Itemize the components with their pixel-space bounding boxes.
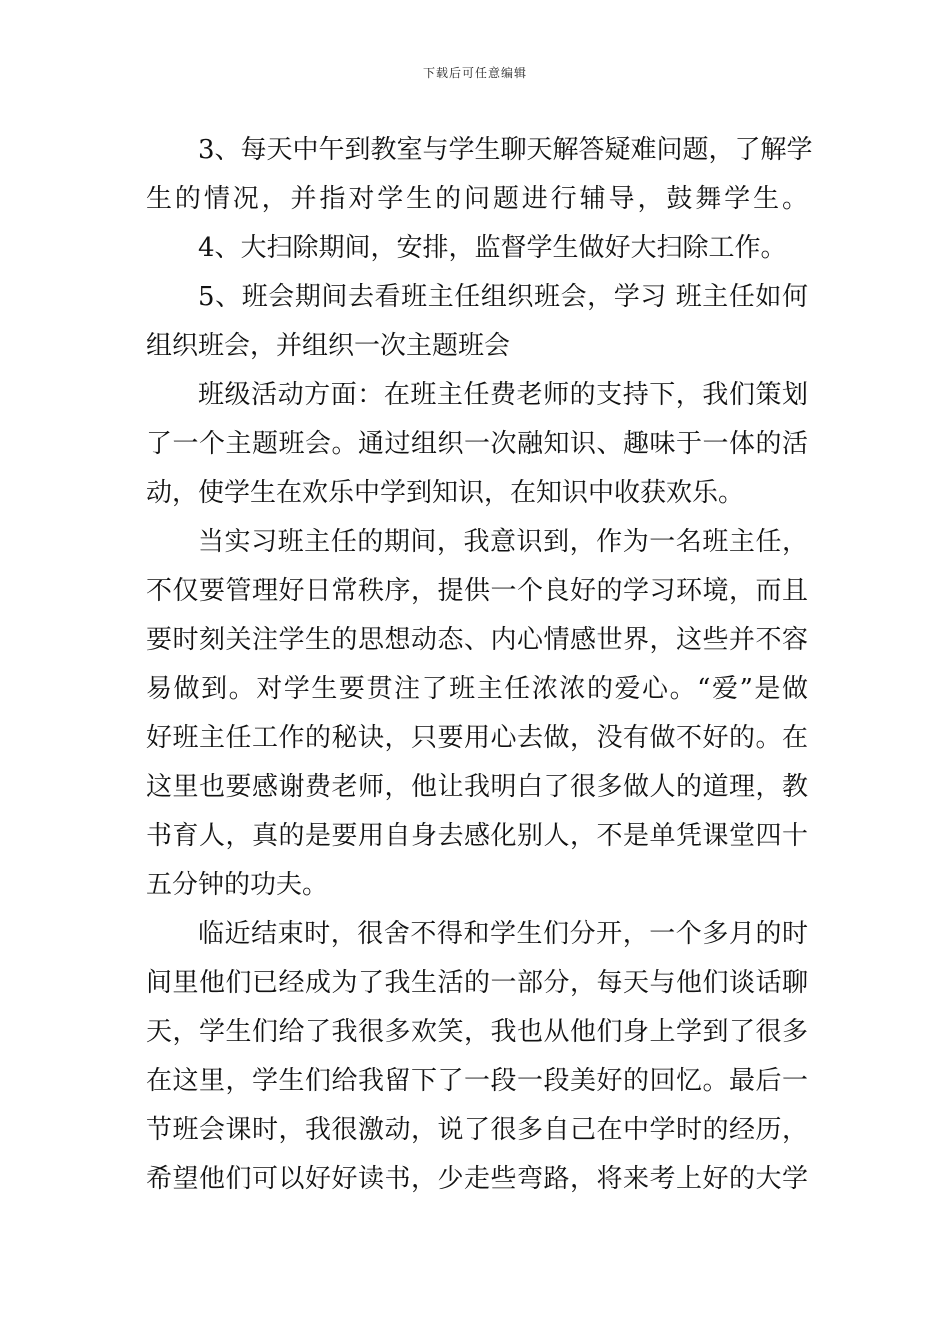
text-line: 天，学生们给了我很多欢笑，我也从他们身上学到了很多 xyxy=(146,1017,808,1047)
page-header: 下载后可任意编辑 xyxy=(422,66,527,80)
document-body xyxy=(146,126,813,1204)
text-line: 节班会课时，我很激动，说了很多自己在中学时的经历， xyxy=(146,1115,808,1145)
text-line: 书育人，真的是要用自身去感化别人，不是单凭课堂四十 xyxy=(146,821,808,851)
text-line: 在这里，学生们给我留下了一段一段美好的回忆。最后一 xyxy=(146,1066,808,1096)
text-line: 好班主任工作的秘诀，只要用心去做，没有做不好的。在 xyxy=(146,723,808,753)
text-line: 5、班会期间去看班主任组织班会，学习 班主任如何 xyxy=(198,282,808,312)
text-line: 这里也要感谢费老师，他让我明白了很多做人的道理，教 xyxy=(146,772,808,802)
text-line: 间里他们已经成为了我生活的一部分，每天与他们谈话聊 xyxy=(146,968,808,998)
text-line: 组织班会，并组织一次主题班会 xyxy=(146,331,511,361)
text-line: 3、每天中午到教室与学生聊天解答疑难问题，了解学 xyxy=(198,135,813,165)
text-line: 不仅要管理好日常秩序，提供一个良好的学习环境，而且 xyxy=(146,576,808,606)
text-line: 五分钟的功夫。 xyxy=(146,870,329,900)
text-line: 临近结束时，很舍不得和学生们分开，一个多月的时 xyxy=(198,919,808,949)
text-line: 希望他们可以好好读书，少走些弯路，将来考上好的大学 xyxy=(146,1164,808,1194)
text-line: 动，使学生在欢乐中学到知识，在知识中收获欢乐。 xyxy=(146,478,745,508)
text-line: 了一个主题班会。通过组织一次融知识、趣味于一体的活 xyxy=(146,429,808,459)
text-line: 要时刻关注学生的思想动态、内心情感世界，这些并不容 xyxy=(146,625,808,655)
text-line: 易做到。对学生要贯注了班主任浓浓的爱心。“爱”是做 xyxy=(146,674,808,704)
text-line: 班级活动方面：在班主任费老师的支持下，我们策划 xyxy=(198,380,808,410)
text-line: 生的情况，并指对学生的问题进行辅导，鼓舞学生。 xyxy=(146,184,808,214)
text-line: 当实习班主任的期间，我意识到，作为一名班主任， xyxy=(198,527,808,557)
text-line: 4、大扫除期间，安排，监督学生做好大扫除工作。 xyxy=(198,233,787,263)
